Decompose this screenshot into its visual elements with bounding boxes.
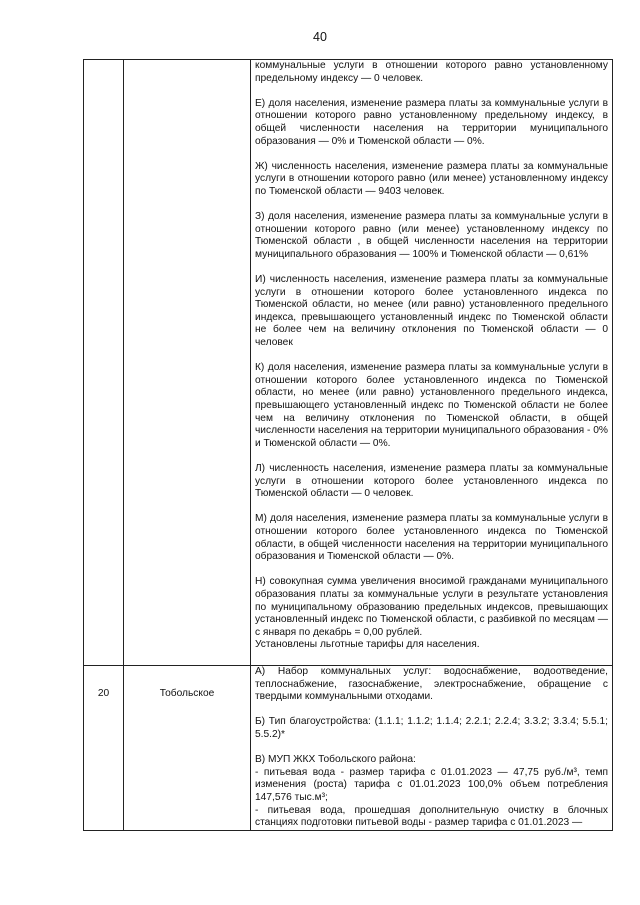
paragraph-preferential-tariffs: Установлены льготные тарифы для населения.: [255, 639, 480, 651]
paragraph-m: М) доля населения, изменение размера платы за коммунальные услуги в отношении которого более установленного индекса по Тюменской области, в общей численности населения на территории муниципального образования и Тюменской области — 0%.: [255, 513, 608, 563]
paragraph-k: К) доля населения, изменение размера платы за коммунальные услуги в отношении которого более установленного индекса по Тюменской области, но менее (или равно) установленного предельного индекса, превышающего установленный индекс по Тюменской области не более чем на величину отклонения по Тюменской области, в общей численности населения на территории муниципального образования - 0% и Тюменской области — 0%.: [255, 362, 608, 449]
details-cell-row-20: [251, 666, 613, 831]
tariff-table: [83, 59, 613, 831]
row-number-cell-empty: [84, 60, 124, 666]
paragraph-n: Н) совокупная сумма увеличения вносимой гражданами муниципального образования платы за коммунальные услуги в результате установления по муниципальному образованию предельных индексов, превышающих установленный индекс по Тюменской области, с разбивкой по месяцам — с января по декабрь = 0,00 рублей.: [255, 576, 608, 638]
paragraph-i: И) численность населения, изменение размера платы за коммунальные услуги в отношении которого более установленного индекса по Тюменской области, но менее (или равно) установленного предельного индекса, превышающего установленный индекс по Тюменской области не более чем на величину отклонения по Тюменской области — 0 человек: [255, 274, 608, 349]
municipality-cell-empty: [124, 60, 251, 666]
row-number-cell: 20: [84, 666, 124, 831]
paragraph-z: З) доля населения, изменение размера платы за коммунальные услуги в отношении которого равно (или менее) установленному индексу по Тюменской области , в общей численности населения на территории муниципального образования — 100% и Тюменской области — 0,61%: [255, 211, 608, 260]
page-number: 40: [313, 30, 327, 44]
paragraph-e: Е) доля населения, изменение размера платы за коммунальные услуги в отношении которого равно установленному предельному индексу, в общей численности населения на территории муниципального образования — 0% и Тюменской области — 0%.: [255, 97, 608, 147]
paragraph-v-title: В) МУП ЖКХ Тобольского района:: [255, 754, 416, 766]
paragraph-continuation: коммунальные услуги в отношении которого равно установленному предельному индексу — 0 человек.: [255, 60, 608, 84]
paragraph-l: Л) численность населения, изменение размера платы за коммунальные услуги в отношении которого более установленного индекса по Тюменской области — 0 человек.: [255, 463, 608, 500]
municipality-name-cell: Тобольское: [124, 666, 251, 831]
paragraph-b: Б) Тип благоустройства: (1.1.1; 1.1.2; 1.1.4; 2.2.1; 2.2.4; 3.3.2; 3.3.4; 5.5.1; 5.5.2)*: [255, 716, 608, 740]
paragraph-v-item-2: - питьевая вода, прошедшая дополнительную очистку в блочных станциях подготовки питьевой воды - размер тарифа с 01.01.2023 —: [255, 804, 608, 829]
paragraph-zh: Ж) численность населения, изменение размера платы за коммунальные услуги в отношении которого равно (или менее) установленному индексу по Тюменской области — 9403 человек.: [255, 160, 608, 197]
paragraph-v-item-1: - питьевая вода - размер тарифа с 01.01.2023 — 47,75 руб./м³, темп изменения (роста) тарифа с 01.01.2023 100,0% объем потребления 147,576 тыс.м³;: [255, 766, 608, 803]
details-cell: [251, 60, 613, 666]
table-row-continuation: [84, 60, 613, 666]
paragraph-a: А) Набор коммунальных услуг: водоснабжение, водоотведение, теплоснабжение, газоснабжение, электроснабжение, обращение с твердыми коммунальными отходами.: [255, 666, 608, 703]
table-row-20: [84, 666, 613, 831]
